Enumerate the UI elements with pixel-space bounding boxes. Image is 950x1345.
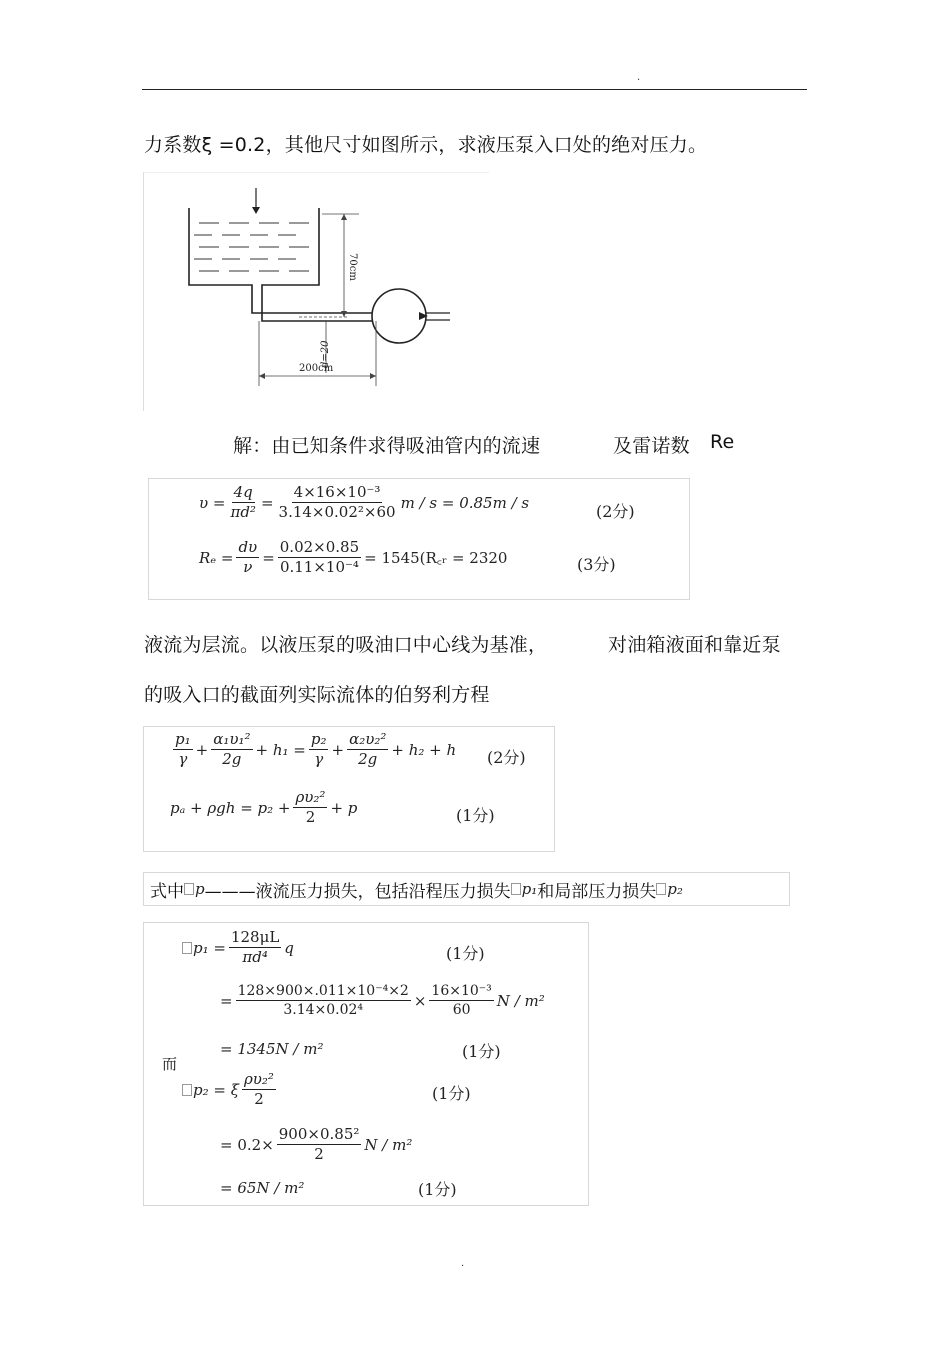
score-p2-result: (1分) [418,1180,457,1199]
score-p1-formula: (1分) [446,944,485,963]
paragraph-bernoulli: 的吸入口的截面列实际流体的伯努利方程 [144,684,490,706]
score-bernoulli: (2分) [487,748,526,767]
equation-box-bernoulli [143,726,555,852]
pressure-equation: pₐ + ρgh = p₂ + $\frac{\text{ρυ₂²}}{2}$ + p [170,788,358,827]
loss-p2-formula: p₂ = ξ $\frac{\text{ρυ₂²}}{2}$ [182,1071,279,1109]
pump-figure [143,172,489,411]
loss-p1-formula: p₁ = $\frac{128\mu L}{\text{πd⁴}}$ q [182,929,294,967]
definitions-line: 式中 p ———液流压力损失，包括沿程压力损失 p₁ 和局部压力损失 p₂ [143,872,790,906]
loss-p2-result: = 65N / m² [220,1179,305,1197]
solution-heading-a: 解：由已知条件求得吸油管内的流速 [233,435,541,457]
velocity-equation: υ = $\frac{4q}{\text{πd²}}$ = $\frac{\text{4×16×10⁻³}}{\text{3.14×0.02²×60}}$ m / s = 0.85m / s [199,483,530,522]
score-p2-formula: (1分) [432,1084,471,1103]
score-velocity: (2分) [596,502,635,521]
loss-p2-substitution: = 0.2× $\frac{\text{900×0.85²}}{2}$ N / m² [220,1125,413,1164]
header-rule [142,89,807,90]
length-label: 200cm [299,363,334,374]
equation-box-velocity [148,478,690,600]
score-pressure: (1分) [456,806,495,825]
paragraph-laminar: 液流为层流。以液压泵的吸油口中心线为基准， [144,634,548,656]
bernoulli-equation: $\frac{\text{p₁}}{\gamma}$ + $\frac{\text{α₁υ₁²}}{2g}$ + h₁ = $\frac{\text{p₂}}{\gamma}$ + $\frac{\text{α₂υ₂²}}{2g}$ + h₂ + h [175,730,457,769]
score-reynolds: (3分) [577,555,616,574]
score-p1-result: (1分) [462,1042,501,1061]
loss-p1-substitution: = $\frac{\text{128×900×.011×10⁻⁴×2}}{\text{3.14×0.02⁴}}$ × $\frac{\text{16×10⁻³}}{60}$ N / m² [220,983,545,1019]
intro-line: 力系数ξ =0.2，其他尺寸如图所示，求液压泵入口处的绝对压力。 [144,134,708,156]
solution-heading-re: Re [710,431,735,453]
loss-p1-result: = 1345N / m² [220,1040,324,1058]
reynolds-equation: Rₑ = $\frac{d\upsilon}{\nu}$ = $\frac{0.02\times 0.85}{\text{0.11×10⁻⁴}}$ = 1545(R꜀ᵣ = 2320 [199,538,508,577]
paragraph-laminar-b: 对油箱液面和靠近泵 [608,634,781,656]
height-label: 70cm [347,253,358,281]
conjunction-er: 而 [162,1055,178,1073]
tank-pump-diagram [144,173,489,411]
solution-heading-b: 及雷诺数 [613,435,690,457]
footer-dot: . [461,1258,465,1269]
header-dot: . [637,72,641,83]
equation-box-losses [143,922,589,1206]
diameter-label: d=20 [320,340,331,368]
